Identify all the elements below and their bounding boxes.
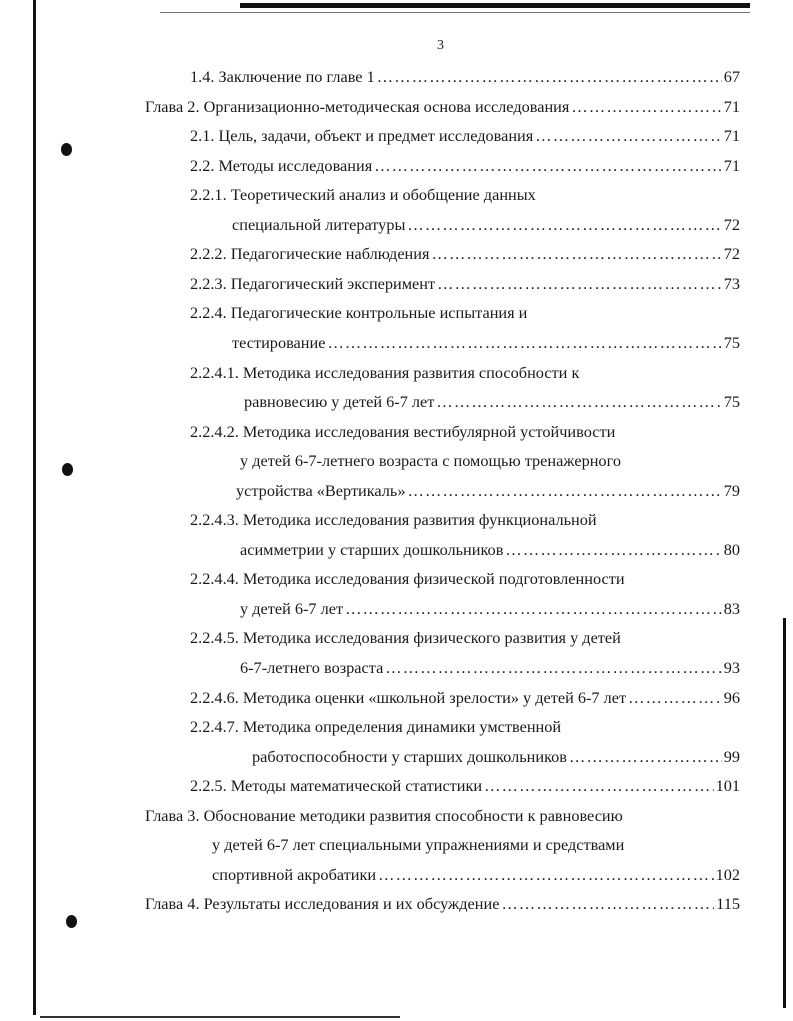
toc-entry	[190, 422, 615, 442]
toc-entry	[232, 333, 740, 353]
dot-leader	[385, 658, 721, 678]
toc-entry	[145, 894, 740, 914]
toc-entry-title: асимметрии у старших дошкольников	[240, 539, 504, 559]
dot-leader	[571, 97, 721, 117]
toc-entry-page: 75	[723, 392, 740, 412]
toc-entry-title: 2.2.4.5. Методика исследования физического развития у детей	[190, 628, 621, 648]
toc-entry-page: 71	[723, 155, 740, 175]
toc-entry-title: у детей 6-7 лет	[240, 598, 344, 618]
toc-entry-page: 96	[723, 687, 740, 707]
toc-entry-title: равновесию у детей 6-7 лет	[244, 392, 435, 412]
toc-entry	[190, 628, 621, 648]
toc-entry-title: 2.1. Цель, задачи, объект и предмет исследования	[190, 126, 534, 146]
toc-entry	[190, 303, 527, 323]
toc-entry	[190, 569, 625, 589]
dot-leader	[345, 599, 722, 619]
toc-entry-page: 93	[723, 658, 740, 677]
dot-leader	[569, 747, 722, 767]
toc-entry	[190, 688, 740, 708]
scan-border-left	[33, 0, 36, 1015]
toc-entry-title: 1.4. Заключение по главе 1	[190, 67, 375, 86]
binding-hole-mark	[62, 463, 73, 476]
binding-hole-mark	[66, 915, 77, 928]
scan-border-bottom	[40, 1016, 400, 1018]
dot-leader	[378, 865, 713, 885]
toc-entry-page: 67	[723, 67, 740, 86]
toc-entry	[190, 126, 740, 146]
toc-entry-title: у детей 6-7 лет специальными упражнениями и средствами	[212, 835, 625, 855]
dot-leader	[484, 776, 713, 796]
toc-entry-title: 2.2.4.7. Методика определения динамики умственной	[190, 717, 562, 737]
toc-entry	[212, 865, 740, 885]
dot-leader	[408, 481, 722, 501]
toc-entry-title: 2.2.4.4. Методика исследования физической подготовленности	[190, 569, 625, 589]
toc-entry-title: 6-7-летнего возраста	[240, 658, 384, 677]
toc-entry-title: 2.2.3. Педагогический эксперимент	[190, 273, 436, 293]
toc-entry-title: 2.2.1. Теоретический анализ и обобщение данных	[190, 185, 536, 205]
toc-entry	[190, 717, 561, 737]
dot-leader	[431, 244, 721, 264]
dot-leader	[501, 894, 714, 914]
toc-entry-title: 2.2.2. Педагогические наблюдения	[190, 244, 430, 264]
toc-entry	[212, 835, 624, 855]
toc-entry-title: 2.2.5. Методы математической статистики	[190, 776, 483, 796]
toc-entry-page: 83	[723, 598, 740, 618]
toc-entry	[145, 97, 740, 117]
toc-entry	[190, 274, 740, 294]
toc-entry-title: специальной литературы	[232, 214, 406, 234]
dot-leader	[437, 274, 722, 294]
toc-entry	[190, 244, 740, 264]
binding-hole-mark	[61, 143, 72, 156]
toc-entry-page: 73	[723, 273, 740, 293]
dot-leader	[436, 392, 721, 412]
toc-entry-title: спортивной акробатики	[212, 864, 377, 884]
toc-entry	[240, 658, 740, 678]
toc-entry	[190, 776, 740, 796]
toc-entry-title: тестирование	[232, 332, 326, 352]
toc-entry	[190, 185, 536, 205]
toc-entry-page: 71	[723, 96, 740, 116]
scan-border-top	[240, 3, 750, 8]
toc-entry-title: Глава 4. Результаты исследования и их обсуждение	[145, 894, 500, 914]
toc-entry	[240, 451, 621, 471]
toc-entry-page: 99	[723, 746, 740, 766]
toc-entry-title: 2.2.4.3. Методика исследования развития функциональной	[190, 510, 597, 530]
toc-entry-title: работоспособности у старших дошкольников	[252, 746, 567, 766]
toc-entry-page: 79	[723, 480, 740, 500]
toc-entry-page: 72	[723, 244, 740, 264]
dot-leader	[374, 156, 722, 176]
toc-entry-title: 2.2. Методы исследования	[190, 155, 373, 175]
toc-entry	[190, 510, 597, 530]
toc-entry-page: 102	[715, 864, 740, 884]
toc-entry	[240, 599, 740, 619]
toc-entry-page: 101	[715, 776, 740, 796]
dot-leader	[377, 67, 722, 87]
toc-entry	[232, 215, 740, 235]
toc-entry-title: 2.2.4.1. Методика исследования развития способности к	[190, 362, 580, 382]
toc-entry	[236, 481, 740, 501]
toc-entry-title: у детей 6-7-летнего возраста с помощью тренажерного	[240, 451, 621, 471]
toc-entry-title: устройства «Вертикаль»	[236, 480, 406, 500]
toc-entry	[244, 392, 740, 412]
scan-border-top-thin	[160, 12, 750, 13]
toc-entry-title: 2.2.4.2. Методика исследования вестибулярной устойчивости	[190, 421, 616, 441]
toc-entry-title: Глава 2. Организационно-методическая основа исследования	[145, 96, 570, 116]
dot-leader	[505, 540, 721, 560]
toc-entry-title: Глава 3. Обоснование методики развития способности к равновесию	[145, 805, 623, 825]
toc-entry	[252, 747, 740, 767]
dot-leader	[407, 215, 721, 235]
toc-entry	[145, 806, 623, 826]
scan-border-right	[783, 618, 786, 1008]
dot-leader	[628, 688, 722, 708]
toc-entry-page: 71	[723, 126, 740, 146]
toc-entry	[190, 156, 740, 176]
toc-entry-title: 2.2.4.6. Методика оценки «школьной зрелости» у детей 6-7 лет	[190, 687, 627, 707]
page-number: 3	[437, 38, 444, 53]
dot-leader	[535, 126, 721, 146]
toc-entry	[190, 363, 579, 383]
toc-entry-page: 80	[723, 539, 740, 559]
toc-entry	[240, 540, 740, 560]
toc-entry	[190, 67, 740, 87]
toc-entry-page: 75	[723, 332, 740, 352]
toc-entry-page: 115	[716, 894, 740, 914]
toc-entry-title: 2.2.4. Педагогические контрольные испытания и	[190, 303, 528, 323]
dot-leader	[327, 333, 721, 353]
toc-entry-page: 72	[723, 214, 740, 234]
